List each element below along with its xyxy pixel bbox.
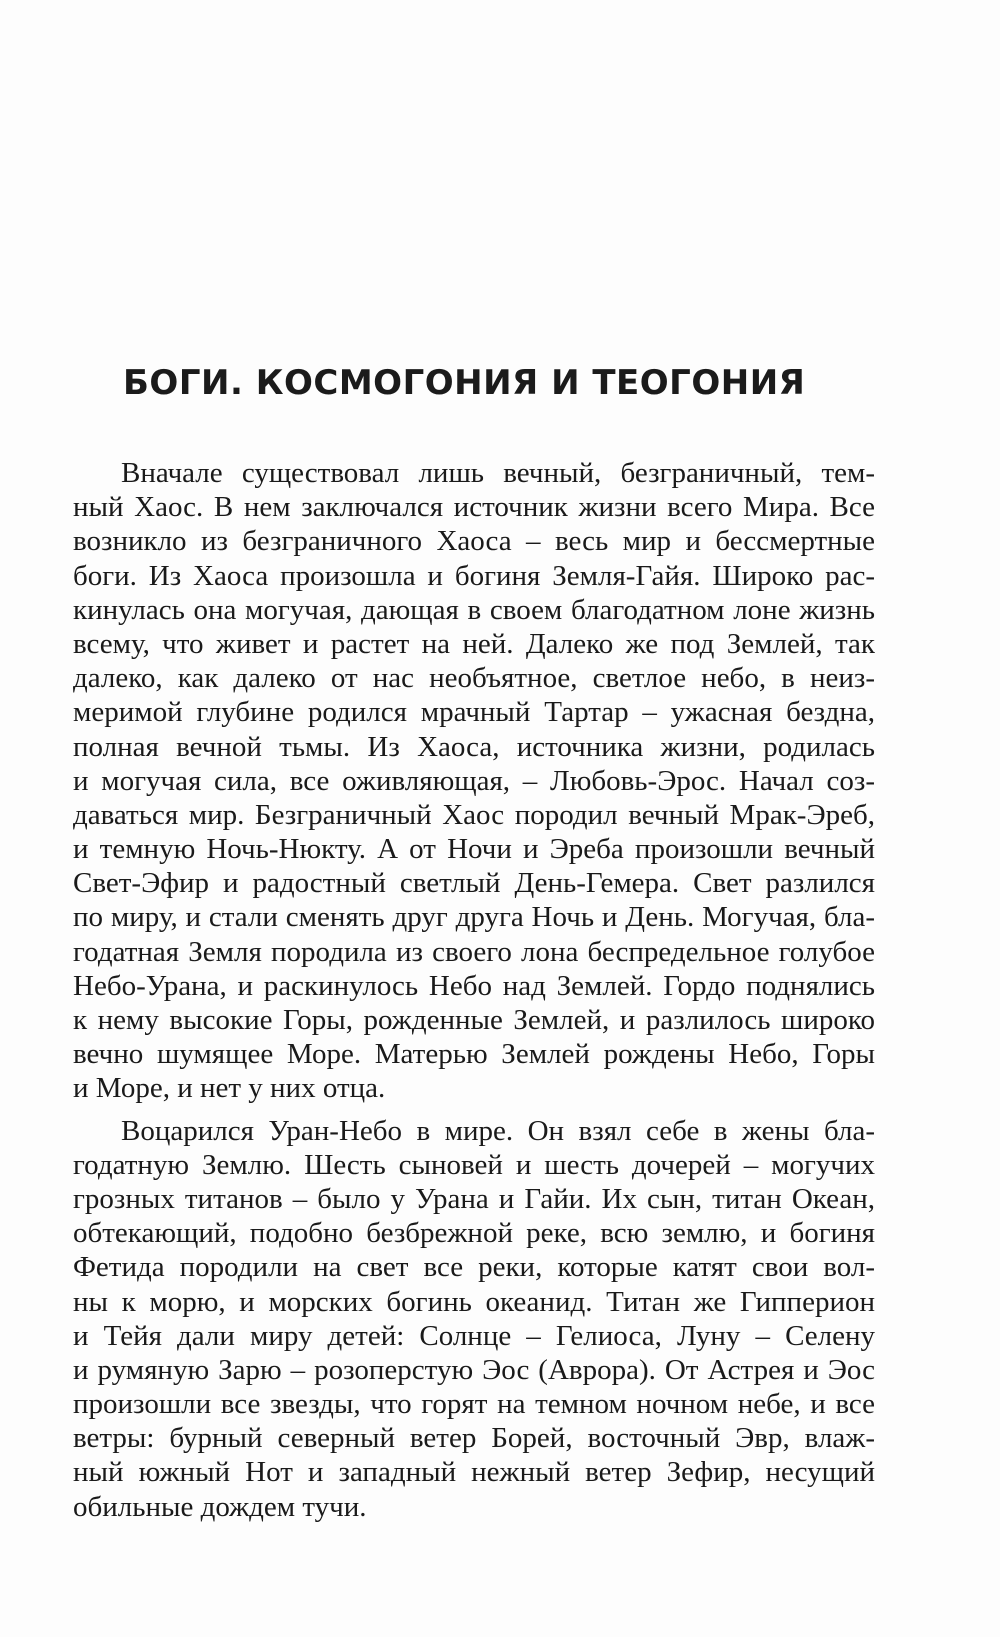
text-line: боги. Из Хаоса произошла и богиня Земля-Гайя. Широко рас- [73, 559, 875, 592]
paragraph-gap [73, 1106, 875, 1114]
text-line: годатную Землю. Шесть сыновей и шесть дочерей – могучих [73, 1148, 875, 1181]
text-line: и могучая сила, все оживляющая, – Любовь-Эрос. Начал соз- [73, 764, 875, 797]
text-line: ны к морю, и морских богинь океанид. Титан же Гипперион [73, 1285, 875, 1318]
text-line: Воцарился Уран-Небо в мире. Он взял себе в жены бла- [121, 1114, 875, 1147]
text-line: и Море, и нет у них отца. [73, 1072, 386, 1105]
text-line: полная вечной тьмы. Из Хаоса, источника жизни, родилась [73, 730, 875, 763]
text-line: возникло из безграничного Хаоса – весь мир и бессмертные [73, 525, 875, 558]
text-line: к нему высокие Горы, рожденные Землей, и разлилось широко [73, 1004, 875, 1036]
text-line: ный Хаос. В нем заключался источник жизни всего Мира. Все [73, 491, 875, 524]
text-line: произошли все звезды, что горят на темном ночном небе, и все [73, 1388, 875, 1421]
paragraph [73, 1114, 875, 1524]
text-line: Вначале существовал лишь вечный, безграничный, тем- [121, 457, 875, 489]
text-line: Свет-Эфир и радостный светлый День-Гемера. Свет разлился [73, 867, 875, 900]
text-line: и темную Ночь-Нюкту. А от Ночи и Эреба произошли вечный [73, 833, 875, 866]
text-line: и румяную Зарю – розоперстую Эос (Аврора). От Астрея и Эос [73, 1353, 875, 1386]
text-line: ный южный Нот и западный нежный ветер Зефир, несущий [73, 1456, 875, 1489]
text-line: обтекающий, подобно безбрежной реке, всю землю, и богиня [73, 1217, 875, 1250]
text-line: по миру, и стали сменять друг друга Ночь и День. Могучая, бла- [73, 901, 875, 934]
text-line: годатная Земля породила из своего лона беспредельное голубое [73, 935, 875, 968]
text-line: ветры: бурный северный ветер Борей, восточный Эвр, влаж- [73, 1422, 875, 1455]
text-line: вечно шумящее Море. Матерью Землей рождены Небо, Горы [73, 1038, 875, 1071]
text-line: грозных титанов – было у Урана и Гайи. Их сын, титан Океан, [73, 1182, 875, 1215]
paragraph [73, 456, 875, 1106]
chapter-heading: БОГИ. КОСМОГОНИЯ И ТЕОГОНИЯ [123, 363, 806, 403]
text-line: обильные дождем тучи. [73, 1490, 367, 1523]
text-line: кинулась она могучая, дающая в своем благодатном лоне жизнь [73, 593, 875, 626]
text-line: Небо-Урана, и раскинулось Небо над Землей. Гордо поднялись [73, 969, 875, 1002]
text-line: и Тейя дали миру детей: Солнце – Гелиоса, Луну – Селену [73, 1319, 875, 1352]
text-line: даваться мир. Безграничный Хаос породил вечный Мрак-Эреб, [73, 798, 875, 831]
text-line: меримой глубине родился мрачный Тартар – ужасная бездна, [73, 696, 875, 729]
body-text [73, 456, 875, 1524]
text-line: всему, что живет и растет на ней. Далеко же под Землей, так [73, 627, 875, 660]
text-line: далеко, как далеко от нас необъятное, светлое небо, в неиз- [73, 662, 875, 695]
text-line: Фетида породили на свет все реки, которые катят свои вол- [73, 1251, 875, 1284]
